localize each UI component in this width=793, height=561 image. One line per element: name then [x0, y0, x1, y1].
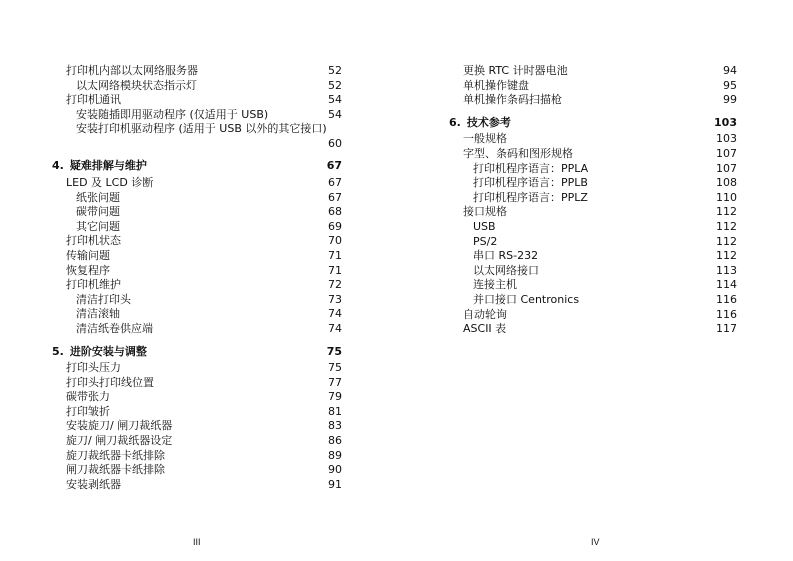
toc-entry: [52, 361, 342, 376]
toc-page-number: 108: [716, 176, 737, 190]
toc-page-number: 83: [328, 419, 342, 433]
toc-page-number: 70: [328, 234, 342, 248]
toc-entry: [449, 93, 737, 108]
toc-page-number: 68: [328, 205, 342, 219]
toc-section-heading: [449, 116, 737, 131]
toc-entry: [52, 264, 342, 279]
toc-entry: [52, 234, 342, 249]
section-title: 技术参考: [466, 115, 511, 129]
toc-entry: [449, 278, 737, 293]
toc-page-number: 103: [714, 115, 737, 129]
toc-entry-title: 并口接口 Centronics: [473, 292, 580, 306]
toc-page-number: 52: [328, 64, 342, 77]
toc-entry: [52, 293, 342, 308]
toc-entry-title: 纸张问题: [76, 190, 120, 204]
section-title: 疑难排解与维护: [69, 159, 147, 173]
toc-page-number: 113: [716, 263, 737, 277]
toc-entry-title: 清洁纸卷供应端: [76, 321, 153, 335]
toc-page-number: 91: [328, 477, 342, 491]
toc-entry: [52, 307, 342, 322]
toc-entry-title: LED 及 LCD 诊断: [66, 175, 154, 189]
toc-entry: [52, 405, 342, 420]
toc-page-number: 54: [328, 107, 342, 121]
toc-entry-title: 打印机程序语言：PPLB: [473, 176, 588, 190]
toc-entry: [52, 449, 342, 464]
toc-page-number: 112: [716, 205, 737, 219]
toc-entry-title: 安装剥纸器: [66, 477, 121, 491]
toc-entry-title: 自动轮询: [463, 307, 507, 321]
toc-page-number: 71: [328, 248, 342, 262]
toc-entry: [52, 390, 342, 405]
toc-entry: [52, 463, 342, 478]
toc-page-number: 116: [716, 292, 737, 306]
toc-entry-title: 旋刀裁纸器卡纸排除: [66, 448, 165, 462]
section-number: 6.: [449, 115, 461, 129]
toc-section-heading: [52, 159, 342, 174]
section-number: 4.: [52, 159, 64, 173]
toc-page-number: 86: [328, 434, 342, 448]
toc-entry-title: 清洁滚轴: [76, 307, 120, 321]
toc-page-number: 81: [328, 404, 342, 418]
toc-entry-title: 以太网络接口: [473, 263, 539, 277]
toc-entry-title: 接口规格: [463, 205, 507, 219]
toc-left-column: [52, 64, 342, 492]
toc-entry-title: 打印机内部以太网络服务器: [66, 64, 198, 77]
toc-entry-title: 单机操作键盘: [463, 78, 529, 92]
section-title: 进阶安装与调整: [69, 344, 147, 358]
section-number: 5.: [52, 344, 64, 358]
toc-entry-title: 更换 RTC 计时器电池: [463, 64, 568, 77]
toc-entry-title: 串口 RS-232: [473, 249, 539, 263]
toc-entry-title: ASCII 表: [463, 322, 507, 336]
toc-page-number: 112: [716, 234, 737, 248]
toc-entry: [52, 278, 342, 293]
toc-page-number: 114: [716, 278, 737, 292]
toc-page-number: 117: [716, 322, 737, 336]
toc-page-number: 79: [328, 390, 342, 404]
toc-entry-title: 碳带问题: [76, 205, 120, 219]
toc-page-number: 60: [328, 136, 342, 150]
toc-page-number: 94: [723, 64, 737, 77]
toc-entry-title: 打印机程序语言：PPLA: [473, 161, 589, 175]
toc-page-number: 103: [716, 132, 737, 146]
toc-entry-title: 打印机程序语言：PPLZ: [473, 190, 588, 204]
toc-page-number: 73: [328, 292, 342, 306]
toc-page-number: 95: [723, 78, 737, 92]
toc-entry-title: 恢复程序: [66, 263, 110, 277]
toc-page-number: 75: [328, 361, 342, 375]
toc-entry: [52, 322, 342, 337]
toc-page-number: 112: [716, 249, 737, 263]
toc-entry: [52, 478, 342, 493]
toc-page-number: 116: [716, 307, 737, 321]
toc-entry-title: 连接主机: [473, 278, 517, 292]
toc-page-number: 75: [326, 344, 342, 358]
toc-page-number: 99: [723, 93, 737, 107]
toc-entry: [52, 108, 342, 123]
toc-entry-title: 安装打印机驱动程序 (适用于 USB 以外的其它接口): [76, 122, 327, 136]
toc-entry-title: PS/2: [473, 234, 498, 248]
toc-entry: [52, 64, 342, 79]
toc-entry: [52, 79, 342, 94]
toc-entry: [52, 419, 342, 434]
toc-entry: [52, 249, 342, 264]
toc-page-number: 71: [328, 263, 342, 277]
toc-entry: [449, 220, 737, 235]
toc-page-number: 77: [328, 375, 342, 389]
toc-entry-title: 打印机维护: [66, 278, 121, 292]
page-number-left: III: [193, 537, 201, 547]
toc-page-number: 67: [328, 175, 342, 189]
toc-entry: [52, 376, 342, 391]
toc-entry: [449, 79, 737, 94]
toc-entry-title: 旋刀/ 闸刀裁纸器设定: [66, 434, 173, 448]
toc-entry: [449, 147, 737, 162]
toc-entry-title: 打印皱折: [66, 404, 110, 418]
toc-entry-title: 碳带张力: [66, 390, 110, 404]
toc-entry-title: 打印头压力: [66, 361, 121, 375]
page-number-right: IV: [591, 537, 600, 547]
toc-entry: [449, 293, 737, 308]
toc-entry-title: 打印机通讯: [66, 93, 121, 107]
toc-entry-title: 以太网络模块状态指示灯: [76, 78, 197, 92]
toc-entry-title: 一般规格: [463, 132, 507, 146]
toc-page-number: 52: [328, 78, 342, 92]
toc-entry-title: 字型、条码和图形规格: [463, 146, 573, 160]
toc-entry: [52, 191, 342, 206]
toc-page-number: 90: [328, 463, 342, 477]
toc-entry-title: USB: [473, 219, 496, 233]
toc-page-number: 54: [328, 93, 342, 107]
toc-entry: [449, 308, 737, 323]
toc-entry: [449, 205, 737, 220]
toc-entry: [52, 205, 342, 220]
toc-page-number: 72: [328, 278, 342, 292]
toc-page-number: 112: [716, 219, 737, 233]
toc-entry: [449, 162, 737, 177]
toc-entry-title: 清洁打印头: [76, 292, 131, 306]
toc-page-number: 110: [716, 190, 737, 204]
toc-entry: [52, 93, 342, 108]
toc-entry: [449, 264, 737, 279]
toc-entry-title: 打印头打印线位置: [66, 375, 154, 389]
toc-page-number: 69: [328, 219, 342, 233]
toc-entry: [449, 249, 737, 264]
toc-entry-title: 闸刀裁纸器卡纸排除: [66, 463, 165, 477]
toc-entry-title: 传输问题: [66, 248, 110, 262]
toc-entry: [52, 220, 342, 235]
toc-entry: [449, 176, 737, 191]
toc-entry: [52, 176, 342, 191]
toc-entry: [449, 191, 737, 206]
toc-right-column: [449, 64, 737, 337]
toc-page-number: 74: [328, 321, 342, 335]
toc-entry: [52, 122, 342, 151]
toc-page-number: 107: [716, 146, 737, 160]
toc-page-number: 107: [716, 161, 737, 175]
toc-page-number: 67: [326, 159, 342, 173]
toc-page-number: 74: [328, 307, 342, 321]
toc-page-number: 89: [328, 448, 342, 462]
toc-entry: [449, 64, 737, 79]
toc-entry-title: 单机操作条码扫描枪: [463, 93, 562, 107]
toc-entry-title: 其它问题: [76, 219, 120, 233]
toc-entry-title: 安装随插即用驱动程序 (仅适用于 USB): [76, 107, 269, 121]
toc-entry-title: 打印机状态: [66, 234, 121, 248]
toc-section-heading: [52, 345, 342, 360]
toc-entry: [449, 322, 737, 337]
toc-entry: [52, 434, 342, 449]
toc-entry: [449, 235, 737, 250]
toc-entry: [449, 132, 737, 147]
toc-entry-title: 安装旋刀/ 闸刀裁纸器: [66, 419, 173, 433]
toc-page-number: 67: [328, 190, 342, 204]
